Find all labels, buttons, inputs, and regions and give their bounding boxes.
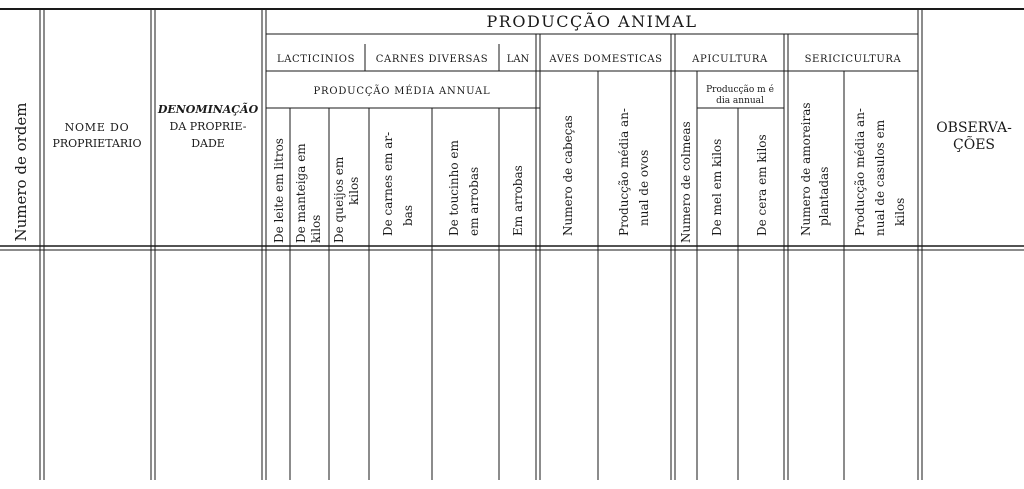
apicultura-media-line1: Producção m é xyxy=(706,85,774,95)
queijos-header-line1: De queijos em xyxy=(332,156,346,243)
lan-arrobas-header: Em arrobas xyxy=(511,165,525,236)
numero-colmeas-header: Numero de colmeas xyxy=(679,121,693,243)
manteiga-header-line2: kilos xyxy=(309,214,323,243)
ovos-header-line1: Producção média an- xyxy=(617,108,631,236)
toucinho-header-line1: De toucinho em xyxy=(447,140,461,236)
nome-proprietario-header-line1: NOME DO xyxy=(64,121,130,134)
producao-media-annual-header: PRODUCÇÃO MÉDIA ANNUAL xyxy=(313,86,491,97)
observacoes-header-line2: ÇÕES xyxy=(953,137,995,153)
sericicultura-header: SERICICULTURA xyxy=(804,54,902,65)
apicultura-header: APICULTURA xyxy=(692,54,768,65)
mel-kilos-header: De mel em kilos xyxy=(710,138,724,236)
leite-litros-header: De leite em litros xyxy=(272,138,286,243)
aves-domesticas-header: AVES DOMESTICAS xyxy=(549,54,663,65)
numero-cabecas-header: Numero de cabeças xyxy=(561,115,575,236)
amoreiras-header-line2: plantadas xyxy=(817,166,831,226)
denominacao-header-line3: DADE xyxy=(191,137,225,150)
cera-kilos-header: De cera em kilos xyxy=(755,134,769,236)
manteiga-header-line1: De manteiga em xyxy=(294,143,308,243)
casulos-header-line2: nual de casulos em xyxy=(873,119,887,236)
carnes-header-line1: De carnes em ar- xyxy=(381,131,395,236)
casulos-header-line1: Producção média an- xyxy=(853,108,867,236)
numero-ordem-header: Numero de ordem xyxy=(12,102,30,242)
ovos-header-line2: nual de ovos xyxy=(637,149,651,226)
denominacao-header-line1: DENOMINAÇÃO xyxy=(157,103,259,116)
carnes-diversas-header: CARNES DIVERSAS xyxy=(375,54,489,65)
toucinho-header-line2: em arrobas xyxy=(467,166,481,236)
queijos-header-line2: kilos xyxy=(347,176,361,205)
table-rules xyxy=(0,9,1024,480)
apicultura-media-line2: dia annual xyxy=(716,96,764,106)
denominacao-header-line2: DA PROPRIE- xyxy=(169,120,247,133)
producao-animal-title: PRODUCÇÃO ANIMAL xyxy=(486,12,698,31)
observacoes-header-line1: OBSERVA- xyxy=(936,120,1012,136)
nome-proprietario-header-line2: PROPRIETARIO xyxy=(52,137,142,150)
casulos-header-line3: kilos xyxy=(893,197,907,226)
lan-header: LAN xyxy=(506,54,530,65)
amoreiras-header-line1: Numero de amoreiras xyxy=(799,102,813,236)
lacticinios-header: LACTICINIOS xyxy=(276,54,356,65)
carnes-header-line2: bas xyxy=(401,205,415,226)
